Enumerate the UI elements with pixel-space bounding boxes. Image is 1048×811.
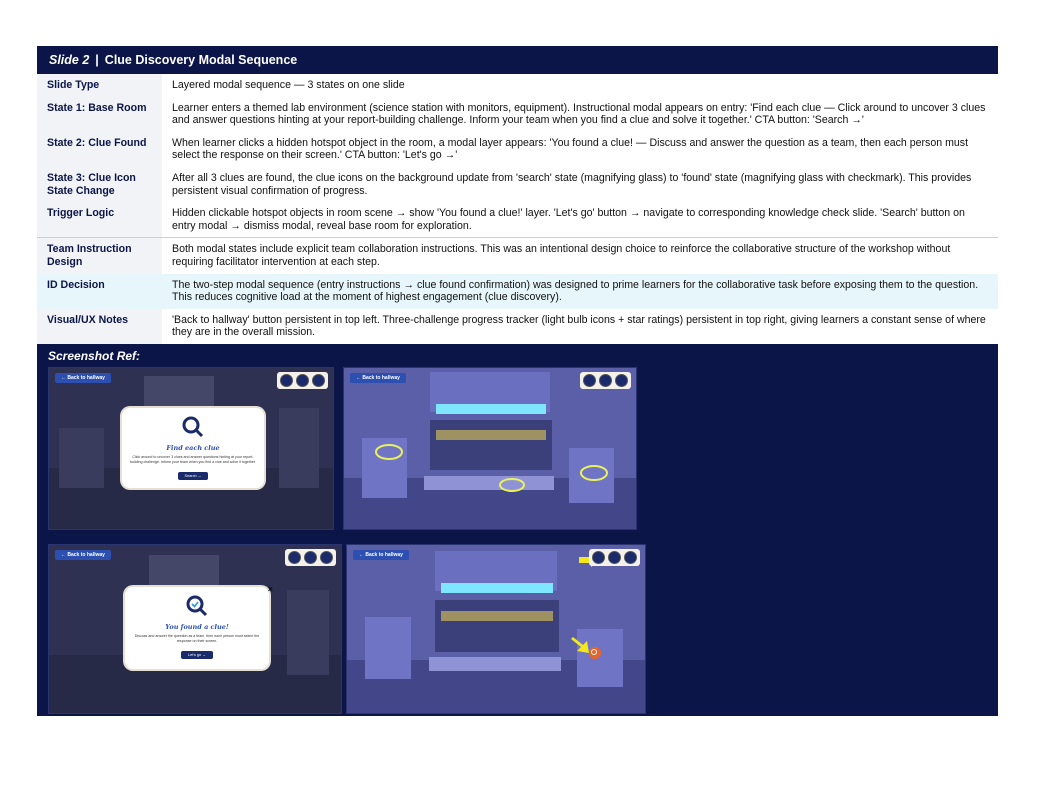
progress-tracker (580, 372, 631, 389)
spec-table (37, 74, 998, 344)
screenshot-clue-found (48, 544, 342, 714)
row-value: After all 3 clues are found, the clue icons on the background update from 'search' state (magnifying glass) to 'found' state (magnifying glass with checkmark). This provides persistent visual confirmation of progress. (162, 167, 998, 202)
lab-room-illustration (347, 545, 645, 713)
screenshot-find-each-clue (48, 367, 334, 530)
row-value: Learner enters a themed lab environment (science station with monitors, equipment). Instructional modal appears on entry: 'Find each clue — Click around to uncover 3 clues and answer questions hinting at your report-building challenge. Inform your team when you find a clue and solve it together.' CTA button: 'Search →' (162, 97, 998, 132)
progress-tracker (277, 372, 328, 389)
table-row (37, 238, 998, 274)
row-value: When learner clicks a hidden hotspot object in the room, a modal layer appears: 'You found a clue! — Discuss and answer the question as a team, then each person must select the response on their screen.' CTA button: 'Let's go →' (162, 132, 998, 167)
lightbulb-icon (320, 551, 333, 564)
row-label: State 2: Clue Found (37, 132, 162, 167)
modal-body: Click around to uncover 3 clues and answer questions hinting at your report-building challenge. Inform your team when you find a clue and solve it together. (130, 454, 256, 464)
table-row (37, 74, 998, 97)
screenshot-clue-icon-state (346, 544, 646, 714)
title-separator: | (95, 53, 99, 67)
back-to-hallway-button[interactable]: ← Back to hallway (350, 373, 406, 383)
lightbulb-icon (312, 374, 325, 387)
search-button[interactable]: Search → (178, 472, 209, 480)
row-value: Layered modal sequence — 3 states on one slide (162, 74, 998, 97)
modal-body: Discuss and answer the question as a team, then each person must select the response on their screen. (134, 633, 260, 643)
table-row (37, 132, 998, 167)
back-to-hallway-button[interactable]: ← Back to hallway (55, 373, 111, 383)
row-value: Hidden clickable hotspot objects in room scene → show 'You found a clue!' layer. 'Let's go' button → navigate to corresponding knowledge check slide. 'Search' button on entry modal → dismiss modal, reveal base room for exploration. (162, 202, 998, 238)
screenshot-base-room (343, 367, 637, 530)
row-label: State 3: Clue Icon State Change (37, 167, 162, 202)
table-row (37, 167, 998, 202)
lets-go-button[interactable]: Let's go → (181, 651, 213, 659)
table-row (37, 202, 998, 238)
clue-found-modal (125, 583, 273, 669)
modal-heading: Find each clue (166, 443, 220, 452)
row-value: Both modal states include explicit team collaboration instructions. This was an intentional design choice to reinforce the collaborative structure of the workshop without requiring facilitator intervention at each step. (162, 238, 998, 274)
lightbulb-icon (583, 374, 596, 387)
progress-tracker (285, 549, 336, 566)
slide-title-bar (37, 46, 998, 74)
back-to-hallway-button[interactable]: ← Back to hallway (55, 550, 111, 560)
magnifying-glass-icon (180, 414, 206, 440)
progress-tracker (589, 549, 640, 566)
row-label: ID Decision (37, 274, 162, 309)
table-row (37, 97, 998, 132)
table-row (37, 309, 998, 344)
row-value: 'Back to hallway' button persistent in top left. Three-challenge progress tracker (light bulb icons + star ratings) persistent in top right, giving learners a constant sense of where they are in the overall mission. (162, 309, 998, 344)
row-label: Slide Type (37, 74, 162, 97)
lightbulb-icon (592, 551, 605, 564)
modal-heading: You found a clue! (165, 622, 229, 631)
screenshot-ref-title: Screenshot Ref: (48, 348, 141, 363)
slide-title: Clue Discovery Modal Sequence (104, 53, 298, 67)
lightbulb-icon (624, 551, 637, 564)
close-icon[interactable]: × (267, 583, 273, 594)
document (37, 46, 998, 716)
slide-number: Slide 2 (49, 53, 90, 67)
table-row (37, 274, 998, 309)
row-label: Trigger Logic (37, 202, 162, 238)
row-label: Team Instruction Design (37, 238, 162, 274)
row-label: State 1: Base Room (37, 97, 162, 132)
lightbulb-icon (296, 374, 309, 387)
lightbulb-icon (288, 551, 301, 564)
row-value: The two-step modal sequence (entry instructions → clue found confirmation) was designed to prime learners for the collaborative task before exposing them to the question. This reduces cognitive load at the moment of highest engagement (clue discovery). (162, 274, 998, 309)
lightbulb-icon (608, 551, 621, 564)
magnifying-glass-check-icon (184, 593, 210, 619)
row-label: Visual/UX Notes (37, 309, 162, 344)
lab-room-illustration (344, 368, 636, 529)
screenshot-panel (37, 344, 998, 716)
find-each-clue-modal (122, 408, 264, 488)
back-to-hallway-button[interactable]: ← Back to hallway (353, 550, 409, 560)
lightbulb-icon (599, 374, 612, 387)
lightbulb-icon (280, 374, 293, 387)
lightbulb-icon (304, 551, 317, 564)
lightbulb-icon (615, 374, 628, 387)
